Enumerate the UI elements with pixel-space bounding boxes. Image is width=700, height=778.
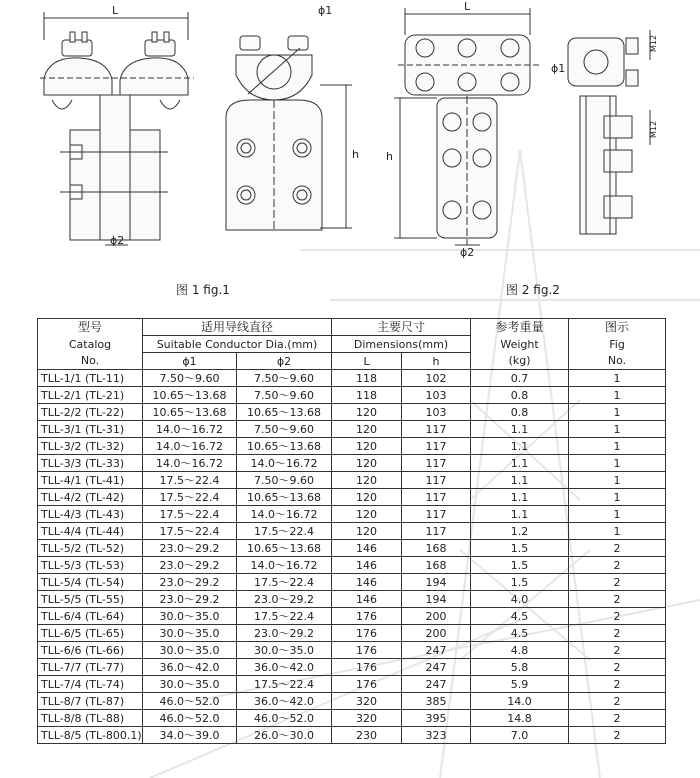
cell-phi1: 14.0～16.72 (143, 421, 237, 438)
cell-h: 194 (402, 591, 471, 608)
cell-phi2: 17.5～22.4 (237, 608, 332, 625)
cell-phi2: 36.0～42.0 (237, 693, 332, 710)
table-row (38, 557, 666, 574)
table-row (38, 438, 666, 455)
cell-phi1: 23.0～29.2 (143, 574, 237, 591)
header-weight-en: Weight (471, 336, 569, 353)
cell-catalog: TLL-4/1 (TL-41) (38, 472, 143, 489)
table-body (38, 370, 666, 744)
fig2-label-phi1: ϕ1 (551, 62, 566, 75)
cell-h: 117 (402, 455, 471, 472)
cell-weight: 4.5 (471, 608, 569, 625)
cell-phi1: 30.0～35.0 (143, 642, 237, 659)
cell-fig: 1 (569, 387, 666, 404)
cell-L: 120 (332, 421, 402, 438)
header-dim-zh: 主要尺寸 (332, 319, 471, 336)
cell-phi2: 36.0～42.0 (237, 659, 332, 676)
cell-weight: 0.7 (471, 370, 569, 387)
cell-catalog: TLL-7/4 (TL-74) (38, 676, 143, 693)
header-dim-en: Dimensions(mm) (332, 336, 471, 353)
cell-h: 247 (402, 676, 471, 693)
cell-catalog: TLL-4/4 (TL-44) (38, 523, 143, 540)
cell-weight: 1.5 (471, 540, 569, 557)
cell-fig: 2 (569, 608, 666, 625)
cell-fig: 1 (569, 506, 666, 523)
cell-weight: 1.5 (471, 574, 569, 591)
cell-L: 120 (332, 523, 402, 540)
fig2-label-h: h (386, 150, 393, 163)
fig2-label-L: L (464, 0, 471, 13)
cell-L: 320 (332, 710, 402, 727)
cell-phi1: 17.5～22.4 (143, 523, 237, 540)
cell-fig: 1 (569, 472, 666, 489)
cell-phi1: 23.0～29.2 (143, 540, 237, 557)
header-model-en: Catalog (38, 336, 143, 353)
cell-fig: 2 (569, 642, 666, 659)
table-row (38, 472, 666, 489)
cell-catalog: TLL-2/1 (TL-21) (38, 387, 143, 404)
cell-weight: 0.8 (471, 404, 569, 421)
cell-weight: 14.8 (471, 710, 569, 727)
fig1-label-h: h (352, 148, 359, 161)
cell-catalog: TLL-8/8 (TL-88) (38, 710, 143, 727)
cell-L: 120 (332, 506, 402, 523)
cell-h: 103 (402, 404, 471, 421)
cell-phi1: 14.0～16.72 (143, 455, 237, 472)
cell-phi2: 26.0～30.0 (237, 727, 332, 744)
cell-phi2: 46.0～52.0 (237, 710, 332, 727)
cell-weight: 14.0 (471, 693, 569, 710)
cell-catalog: TLL-6/5 (TL-65) (38, 625, 143, 642)
table-row (38, 455, 666, 472)
cell-phi2: 10.65～13.68 (237, 404, 332, 421)
cell-catalog: TLL-2/2 (TL-22) (38, 404, 143, 421)
cell-L: 176 (332, 676, 402, 693)
cell-fig: 1 (569, 489, 666, 506)
cell-phi2: 14.0～16.72 (237, 557, 332, 574)
table-row (38, 659, 666, 676)
cell-phi2: 10.65～13.68 (237, 438, 332, 455)
cell-L: 176 (332, 608, 402, 625)
cell-h: 117 (402, 421, 471, 438)
header-fig-zh: 图示 (569, 319, 666, 336)
cell-catalog: TLL-3/2 (TL-32) (38, 438, 143, 455)
fig2-label-phi2: ϕ2 (460, 246, 475, 259)
cell-fig: 2 (569, 625, 666, 642)
cell-L: 146 (332, 540, 402, 557)
cell-h: 168 (402, 540, 471, 557)
cell-weight: 1.1 (471, 421, 569, 438)
cell-phi1: 7.50～9.60 (143, 370, 237, 387)
cell-catalog: TLL-5/5 (TL-55) (38, 591, 143, 608)
cell-phi2: 10.65～13.68 (237, 489, 332, 506)
cell-phi1: 10.65～13.68 (143, 387, 237, 404)
table-row (38, 642, 666, 659)
cell-fig: 2 (569, 676, 666, 693)
cell-h: 117 (402, 438, 471, 455)
header-h: h (402, 353, 471, 370)
table-row (38, 404, 666, 421)
cell-weight: 1.1 (471, 438, 569, 455)
table-row (38, 625, 666, 642)
cell-phi2: 23.0～29.2 (237, 591, 332, 608)
cell-catalog: TLL-8/5 (TL-800.1) (38, 727, 143, 744)
cell-h: 117 (402, 489, 471, 506)
cell-h: 323 (402, 727, 471, 744)
cell-h: 194 (402, 574, 471, 591)
table-row (38, 523, 666, 540)
cell-phi1: 30.0～35.0 (143, 608, 237, 625)
cell-catalog: TLL-6/4 (TL-64) (38, 608, 143, 625)
cell-fig: 2 (569, 693, 666, 710)
cell-weight: 1.1 (471, 455, 569, 472)
cell-catalog: TLL-5/4 (TL-54) (38, 574, 143, 591)
table-row (38, 608, 666, 625)
fig1-label-phi2: ϕ2 (110, 234, 125, 247)
cell-phi2: 7.50～9.60 (237, 472, 332, 489)
header-phi1: ϕ1 (143, 353, 237, 370)
table-row (38, 710, 666, 727)
table-row (38, 506, 666, 523)
cell-catalog: TLL-6/6 (TL-66) (38, 642, 143, 659)
cell-h: 200 (402, 608, 471, 625)
cell-phi1: 36.0～42.0 (143, 659, 237, 676)
cell-weight: 4.0 (471, 591, 569, 608)
cell-fig: 2 (569, 540, 666, 557)
specification-table (37, 318, 666, 744)
cell-fig: 1 (569, 370, 666, 387)
cell-catalog: TLL-5/2 (TL-52) (38, 540, 143, 557)
fig1-label-phi1: ϕ1 (318, 4, 333, 17)
header-phi2: ϕ2 (237, 353, 332, 370)
table-row (38, 489, 666, 506)
fig2-side-view (568, 30, 650, 234)
cell-weight: 5.9 (471, 676, 569, 693)
cell-h: 117 (402, 506, 471, 523)
cell-L: 120 (332, 472, 402, 489)
cell-phi1: 46.0～52.0 (143, 693, 237, 710)
cell-h: 103 (402, 387, 471, 404)
cell-catalog: TLL-7/7 (TL-77) (38, 659, 143, 676)
cell-catalog: TLL-4/3 (TL-43) (38, 506, 143, 523)
cell-weight: 7.0 (471, 727, 569, 744)
cell-h: 395 (402, 710, 471, 727)
cell-L: 176 (332, 642, 402, 659)
fig1-side-view (226, 36, 352, 232)
table-row (38, 540, 666, 557)
cell-L: 320 (332, 693, 402, 710)
cell-phi2: 14.0～16.72 (237, 455, 332, 472)
cell-phi2: 7.50～9.60 (237, 421, 332, 438)
header-model-no: No. (38, 353, 143, 370)
fig2-label-m12-bottom: M12 (649, 120, 658, 138)
cell-phi2: 30.0～35.0 (237, 642, 332, 659)
table-row (38, 574, 666, 591)
cell-phi2: 7.50～9.60 (237, 387, 332, 404)
cell-fig: 2 (569, 591, 666, 608)
cell-phi2: 23.0～29.2 (237, 625, 332, 642)
cell-h: 200 (402, 625, 471, 642)
table-row (38, 370, 666, 387)
cell-weight: 1.2 (471, 523, 569, 540)
cell-weight: 4.8 (471, 642, 569, 659)
cell-fig: 1 (569, 438, 666, 455)
fig2-caption: 图 2 fig.2 (506, 283, 560, 297)
cell-phi1: 17.5～22.4 (143, 489, 237, 506)
cell-fig: 1 (569, 523, 666, 540)
cell-weight: 1.1 (471, 506, 569, 523)
cell-phi2: 17.5～22.4 (237, 523, 332, 540)
cell-L: 118 (332, 370, 402, 387)
cell-fig: 2 (569, 574, 666, 591)
header-fig-en: Fig (569, 336, 666, 353)
cell-phi2: 7.50～9.60 (237, 370, 332, 387)
cell-weight: 1.1 (471, 472, 569, 489)
header-fig-no: No. (569, 353, 666, 370)
cell-fig: 2 (569, 557, 666, 574)
cell-phi1: 10.65～13.68 (143, 404, 237, 421)
table-row (38, 387, 666, 404)
cell-catalog: TLL-3/1 (TL-31) (38, 421, 143, 438)
fig1-caption: 图 1 fig.1 (176, 283, 230, 297)
header-dia-zh: 适用导线直径 (143, 319, 332, 336)
cell-L: 230 (332, 727, 402, 744)
cell-weight: 1.5 (471, 557, 569, 574)
cell-weight: 0.8 (471, 387, 569, 404)
table-row (38, 591, 666, 608)
cell-h: 102 (402, 370, 471, 387)
cell-weight: 1.1 (471, 489, 569, 506)
cell-catalog: TLL-3/3 (TL-33) (38, 455, 143, 472)
cell-catalog: TLL-1/1 (TL-11) (38, 370, 143, 387)
cell-fig: 1 (569, 455, 666, 472)
cell-phi2: 10.65～13.68 (237, 540, 332, 557)
cell-phi1: 17.5～22.4 (143, 472, 237, 489)
cell-L: 120 (332, 489, 402, 506)
header-weight-unit: (kg) (471, 353, 569, 370)
cell-L: 176 (332, 625, 402, 642)
table-row (38, 421, 666, 438)
technical-drawings (0, 0, 700, 260)
table-row (38, 693, 666, 710)
header-model-zh: 型号 (38, 319, 143, 336)
cell-catalog: TLL-8/7 (TL-87) (38, 693, 143, 710)
cell-phi1: 34.0～39.0 (143, 727, 237, 744)
cell-catalog: TLL-4/2 (TL-42) (38, 489, 143, 506)
cell-L: 146 (332, 557, 402, 574)
cell-L: 118 (332, 387, 402, 404)
cell-fig: 2 (569, 710, 666, 727)
cell-phi1: 30.0～35.0 (143, 676, 237, 693)
cell-L: 176 (332, 659, 402, 676)
cell-phi1: 23.0～29.2 (143, 557, 237, 574)
cell-fig: 2 (569, 659, 666, 676)
table-row (38, 727, 666, 744)
cell-h: 385 (402, 693, 471, 710)
cell-h: 168 (402, 557, 471, 574)
cell-phi2: 17.5～22.4 (237, 676, 332, 693)
header-weight-zh: 参考重量 (471, 319, 569, 336)
header-L: L (332, 353, 402, 370)
cell-h: 247 (402, 659, 471, 676)
cell-fig: 1 (569, 421, 666, 438)
cell-L: 120 (332, 438, 402, 455)
cell-phi1: 30.0～35.0 (143, 625, 237, 642)
cell-weight: 4.5 (471, 625, 569, 642)
cell-phi1: 23.0～29.2 (143, 591, 237, 608)
cell-h: 117 (402, 523, 471, 540)
header-dia-en: Suitable Conductor Dia.(mm) (143, 336, 332, 353)
cell-L: 120 (332, 404, 402, 421)
cell-phi1: 14.0～16.72 (143, 438, 237, 455)
cell-L: 146 (332, 574, 402, 591)
fig1-label-L: L (112, 4, 119, 17)
cell-h: 117 (402, 472, 471, 489)
cell-L: 146 (332, 591, 402, 608)
fig1-front-view (40, 12, 194, 245)
cell-phi1: 46.0～52.0 (143, 710, 237, 727)
cell-L: 120 (332, 455, 402, 472)
fig2-label-m12-top: M12 (649, 34, 658, 52)
cell-weight: 5.8 (471, 659, 569, 676)
cell-phi2: 17.5～22.4 (237, 574, 332, 591)
cell-fig: 1 (569, 404, 666, 421)
table-row (38, 676, 666, 693)
cell-phi1: 17.5～22.4 (143, 506, 237, 523)
cell-h: 247 (402, 642, 471, 659)
cell-fig: 2 (569, 727, 666, 744)
cell-catalog: TLL-5/3 (TL-53) (38, 557, 143, 574)
fig2-front-view (394, 8, 540, 245)
cell-phi2: 14.0～16.72 (237, 506, 332, 523)
